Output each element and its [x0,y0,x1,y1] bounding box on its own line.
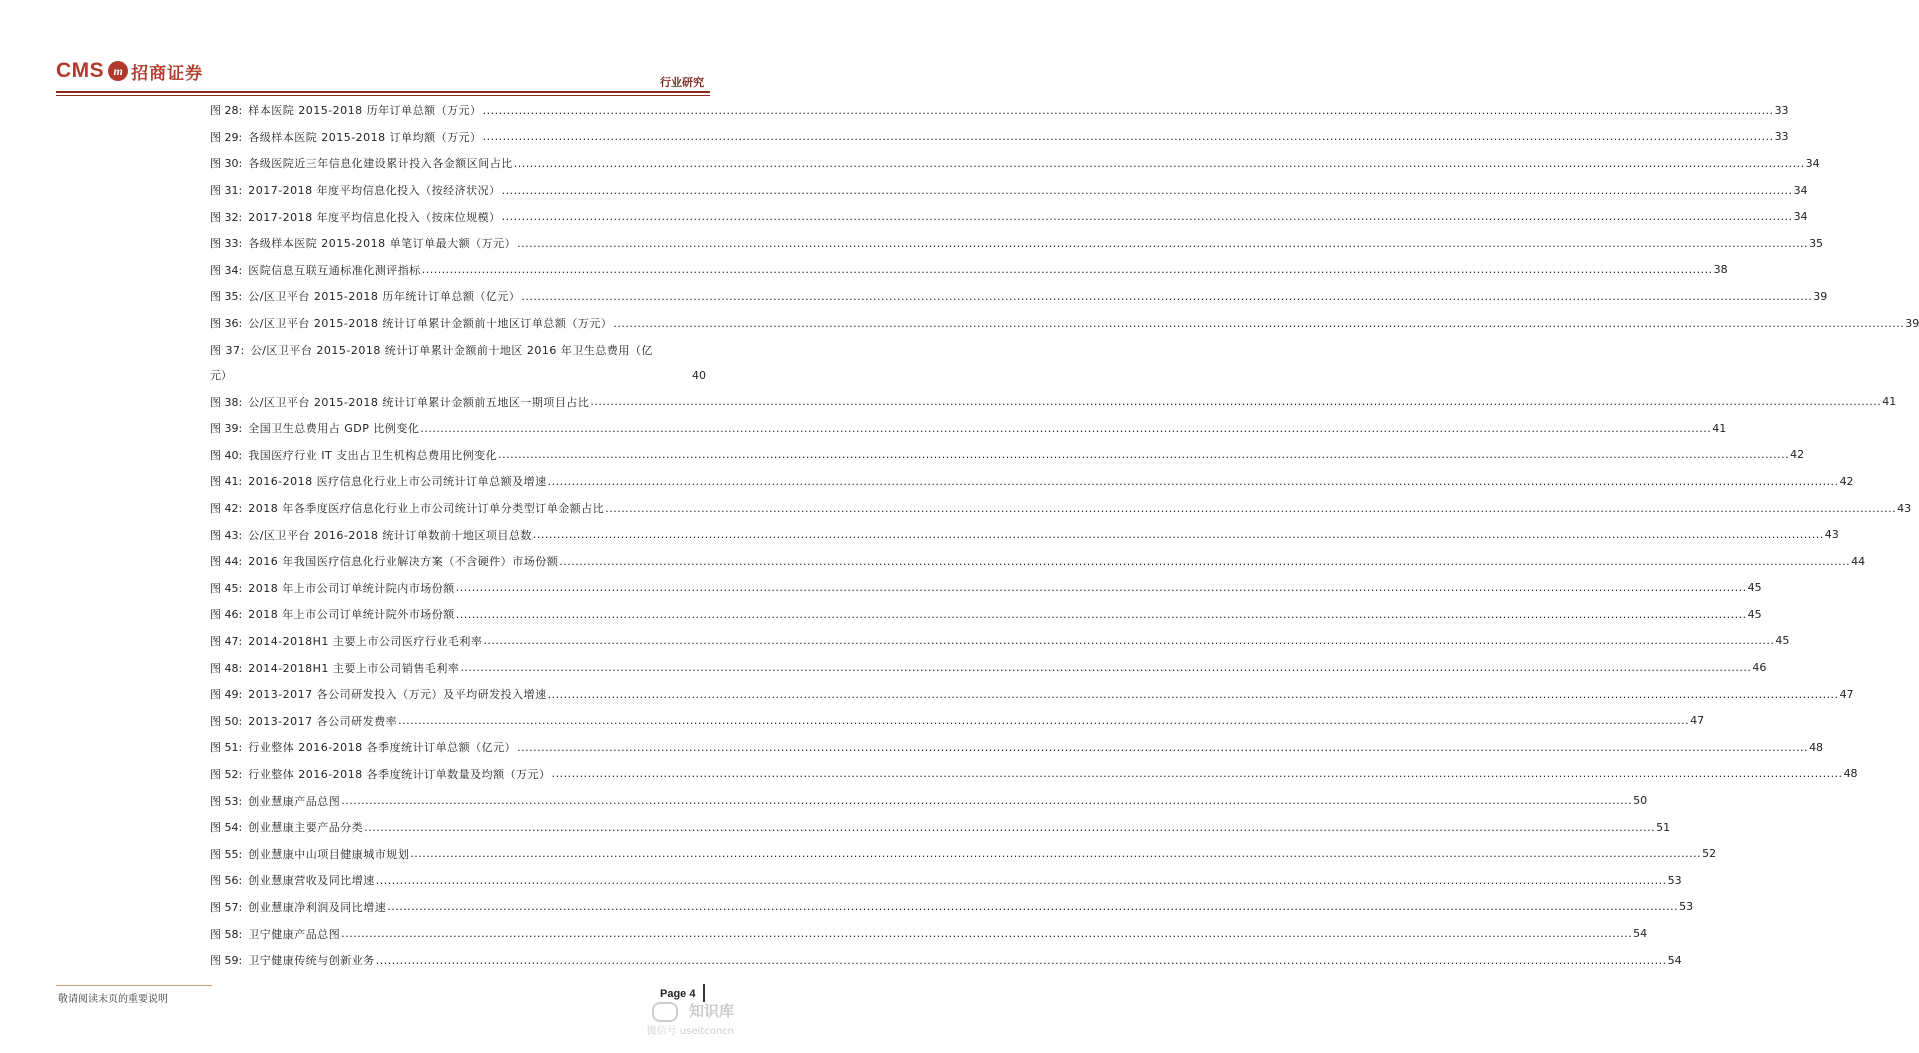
toc-entry-label: 图 37: [210,343,245,357]
toc-leader-dots [410,847,1701,860]
toc-entry[interactable] [210,894,1694,921]
toc-entry-title: 公/区卫平台 2015-2018 统计订单累计金额前五地区一期项目占比 [248,395,590,409]
toc-entry-title: 创业慧康净利润及同比增速 [248,900,387,914]
toc-leader-dots [613,317,1904,330]
toc-entry-title: 2017-2018 年度平均信息化投入（按经济状况） [248,184,501,198]
toc-leader-dots [502,184,1793,197]
toc-entry-label: 图 50: [210,714,243,728]
toc-entry-label: 图 58: [210,927,243,941]
toc-entry-label: 图 45: [210,581,243,595]
toc-leader-dots [460,661,1751,674]
toc-entry[interactable] [210,521,1839,548]
toc-leader-dots [548,475,1839,488]
toc-leader-dots [387,900,1678,913]
toc-entry-label: 图 29: [210,130,243,144]
toc-entry-page: 48 [1809,740,1824,754]
toc-entry-page: 51 [1656,820,1671,834]
toc-entry[interactable] [210,654,1767,681]
toc-entry[interactable] [210,124,1789,151]
toc-entry-page: 42 [1790,448,1805,462]
toc-entry-title: 2014-2018H1 主要上市公司销售毛利率 [248,661,460,675]
toc-leader-dots [376,874,1667,887]
toc-entry-page: 35 [1809,236,1824,250]
toc-leader-dots [517,741,1808,754]
toc-entry-title: 我国医疗行业 IT 支出占卫生机构总费用比例变化 [248,448,498,462]
toc-entry[interactable] [210,681,1854,708]
toc-leader-dots [456,608,1747,621]
toc-entry-label: 图 59: [210,954,243,968]
toc-entry-page: 34 [1793,210,1808,224]
company-logo [56,56,203,86]
toc-entry-label: 图 53: [210,794,243,808]
toc-entry-title: 卫宁健康传统与创新业务 [248,954,375,968]
toc-entry-title: 2014-2018H1 主要上市公司医疗行业毛利率 [248,634,483,648]
toc-leader-dots [521,290,1812,303]
toc-entry-page: 33 [1774,130,1789,144]
toc-entry-label: 图 33: [210,237,243,251]
toc-entry-page: 52 [1702,847,1717,861]
toc-entry[interactable] [210,920,1648,947]
toc-entry-page: 41 [1882,395,1897,409]
toc-leader-dots [590,395,1881,408]
toc-entry-page: 45 [1747,607,1762,621]
toc-entry[interactable] [210,150,1820,177]
toc-entry-label: 图 55: [210,847,243,861]
toc-entry-label: 图 35: [210,290,243,304]
toc-leader-dots [502,210,1793,223]
toc-entry-title: 全国卫生总费用占 GDP 比例变化 [248,422,420,436]
toc-leader-dots [605,502,1896,515]
toc-entry-page: 34 [1805,156,1820,170]
toc-entry-page: 43 [1897,501,1912,515]
toc-entry-title: 公/区卫平台 2015-2018 历年统计订单总额（亿元） [248,290,521,304]
toc-entry-page: 47 [1839,687,1854,701]
toc-entry[interactable] [210,177,1808,204]
toc-entry[interactable] [210,814,1671,841]
toc-leader-dots [341,927,1632,940]
toc-entry-title: 卫宁健康产品总图 [248,927,341,941]
toc-entry-label: 图 49: [210,688,243,702]
toc-entry-title: 医院信息互联互通标准化测评指标 [248,263,421,277]
toc-entry[interactable] [210,310,1919,337]
toc-entry[interactable] [210,468,1854,495]
toc-entry-title: 2018 年各季度医疗信息化行业上市公司统计订单分类型订单金额占比 [248,502,605,516]
toc-entry-title: 创业慧康产品总图 [248,794,341,808]
toc-entry-label: 图 52: [210,767,243,781]
toc-entry[interactable] [210,734,1824,761]
toc-leader-dots [341,794,1632,807]
toc-entry-title: 样本医院 2015-2018 历年订单总额（万元） [248,104,482,118]
toc-entry-title: 公/区卫平台 2016-2018 统计订单数前十地区项目总数 [248,528,532,542]
toc-entry-page: 40 [692,368,706,382]
watermark-brand: 知识库 [688,1002,734,1020]
toc-entry-title: 2013-2017 各公司研发费率 [248,714,398,728]
toc-entry-title: 2018 年上市公司订单统计院内市场份额 [248,581,455,595]
toc-entry-title: 公/区卫平台 2015-2018 统计订单累计金额前十地区订单总额（万元） [248,317,613,331]
toc-entry-page: 46 [1752,661,1767,675]
toc-entry[interactable] [210,415,1727,442]
toc-entry[interactable] [210,283,1828,310]
logo-emblem-icon: m [108,61,128,81]
toc-entry-title: 创业慧康营收及同比增速 [248,874,375,888]
toc-entry-title: 各级样本医院 2015-2018 订单均额（万元） [248,130,482,144]
toc-entry[interactable] [210,601,1762,628]
toc-entry-page: 34 [1793,183,1808,197]
toc-leader-dots [552,767,1843,780]
toc-entry[interactable] [210,442,1805,469]
section-title: 行业研究 [660,76,704,89]
logo-latin: CMS [56,59,105,82]
toc-leader-dots [398,714,1689,727]
toc-entry-page: 43 [1824,528,1839,542]
toc-entry-label: 图 38: [210,395,243,409]
toc-entry-page: 45 [1747,581,1762,595]
toc-entry[interactable] [210,548,1866,575]
header-divider-thin [56,95,710,96]
toc-leader-dots [364,821,1655,834]
toc-entry[interactable] [210,787,1648,814]
toc-entry-page: 50 [1633,794,1648,808]
toc-entry[interactable] [210,495,1912,522]
toc-entry-title: 创业慧康中山项目健康城市规划 [248,847,410,861]
toc-entry-title-continuation: 元） [210,369,232,383]
toc-entry-page: 42 [1839,474,1854,488]
toc-leader-dots [517,237,1808,250]
toc-entry-label: 图 30: [210,157,243,171]
toc-leader-dots [376,954,1667,967]
toc-leader-dots [498,448,1789,461]
toc-leader-dots [483,130,1774,143]
watermark-subtext: 微信号 useitconcn [646,1026,734,1037]
toc-entry-page: 39 [1813,289,1828,303]
logo-chinese: 招商证券 [131,63,204,84]
toc-entry-title: 各级样本医院 2015-2018 单笔订单最大额（万元） [248,237,517,251]
toc-entry-label: 图 41: [210,475,243,489]
toc-entry-title: 2018 年上市公司订单统计院外市场份额 [248,608,455,622]
toc-entry-page: 45 [1775,634,1790,648]
toc-entry-label: 图 51: [210,741,243,755]
toc-entry-title: 2017-2018 年度平均信息化投入（按床位规模） [248,210,501,224]
toc-entry-label: 图 40: [210,448,243,462]
figure-table-of-contents [210,97,1919,973]
toc-entry-page: 53 [1679,900,1694,914]
toc-entry-page: 47 [1690,714,1705,728]
toc-entry-label: 图 31: [210,184,243,198]
footer-divider [56,985,212,986]
toc-entry-title: 2016 年我国医疗信息化行业解决方案（不含硬件）市场份额 [248,555,559,569]
toc-entry-label: 图 48: [210,661,243,675]
toc-entry-label: 图 42: [210,502,243,516]
toc-entry-page: 39 [1905,316,1919,330]
toc-entry[interactable] [210,97,1789,124]
toc-entry-page: 33 [1774,103,1789,117]
toc-entry-wrapped[interactable] [210,336,706,388]
toc-entry[interactable] [210,628,1790,655]
toc-entry-title: 行业整体 2016-2018 各季度统计订单总额（亿元） [248,741,517,755]
toc-entry-label: 图 46: [210,608,243,622]
toc-entry-page: 41 [1712,421,1727,435]
toc-entry-page: 54 [1667,953,1682,967]
toc-entry-page: 48 [1843,767,1858,781]
toc-entry-title: 行业整体 2016-2018 各季度统计订单数量及均额（万元） [248,767,551,781]
toc-entry-title: 创业慧康主要产品分类 [248,821,364,835]
toc-entry-page: 44 [1851,554,1866,568]
toc-entry-title: 各级医院近三年信息化建设累计投入各金额区间占比 [248,157,513,171]
toc-leader-dots [483,634,1774,647]
header-divider [56,91,710,93]
toc-entry-label: 图 47: [210,634,243,648]
toc-entry[interactable] [210,388,1897,415]
toc-leader-dots [420,422,1711,435]
toc-leader-dots [422,263,1713,276]
toc-entry[interactable] [210,761,1858,788]
toc-entry[interactable] [210,867,1682,894]
toc-entry[interactable] [210,840,1717,867]
toc-entry-label: 图 56: [210,874,243,888]
toc-entry-label: 图 39: [210,422,243,436]
toc-entry-page: 54 [1633,927,1648,941]
toc-entry[interactable] [210,203,1808,230]
toc-entry-label: 图 44: [210,555,243,569]
toc-entry-label: 图 36: [210,317,243,331]
toc-entry[interactable] [210,257,1728,284]
toc-entry-title: 2016-2018 医疗信息化行业上市公司统计订单总额及增速 [248,475,547,489]
toc-entry-label: 图 57: [210,900,243,914]
toc-entry-title: 2013-2017 各公司研发投入（万元）及平均研发投入增速 [248,688,547,702]
toc-entry[interactable] [210,230,1824,257]
toc-entry-title: 公/区卫平台 2015-2018 统计订单累计金额前十地区 2016 年卫生总费用（亿 [250,343,653,357]
toc-leader-dots [514,157,1805,170]
wechat-icon [652,1002,678,1022]
toc-leader-dots [483,104,1774,117]
toc-leader-dots [548,688,1839,701]
toc-leader-dots [533,528,1824,541]
toc-entry-label: 图 34: [210,263,243,277]
toc-entry-page: 38 [1713,263,1728,277]
toc-leader-dots [559,555,1850,568]
toc-entry-label: 图 32: [210,210,243,224]
toc-entry-label: 图 43: [210,528,243,542]
toc-entry[interactable] [210,947,1682,974]
toc-entry-label: 图 54: [210,821,243,835]
toc-leader-dots [456,581,1747,594]
toc-entry[interactable] [210,575,1762,602]
toc-entry-page: 53 [1667,873,1682,887]
toc-entry[interactable] [210,707,1705,734]
disclaimer-note: 敬请阅读末页的重要说明 [58,994,168,1005]
toc-entry-label: 图 28: [210,104,243,118]
page-number: Page 4 [660,988,696,1000]
